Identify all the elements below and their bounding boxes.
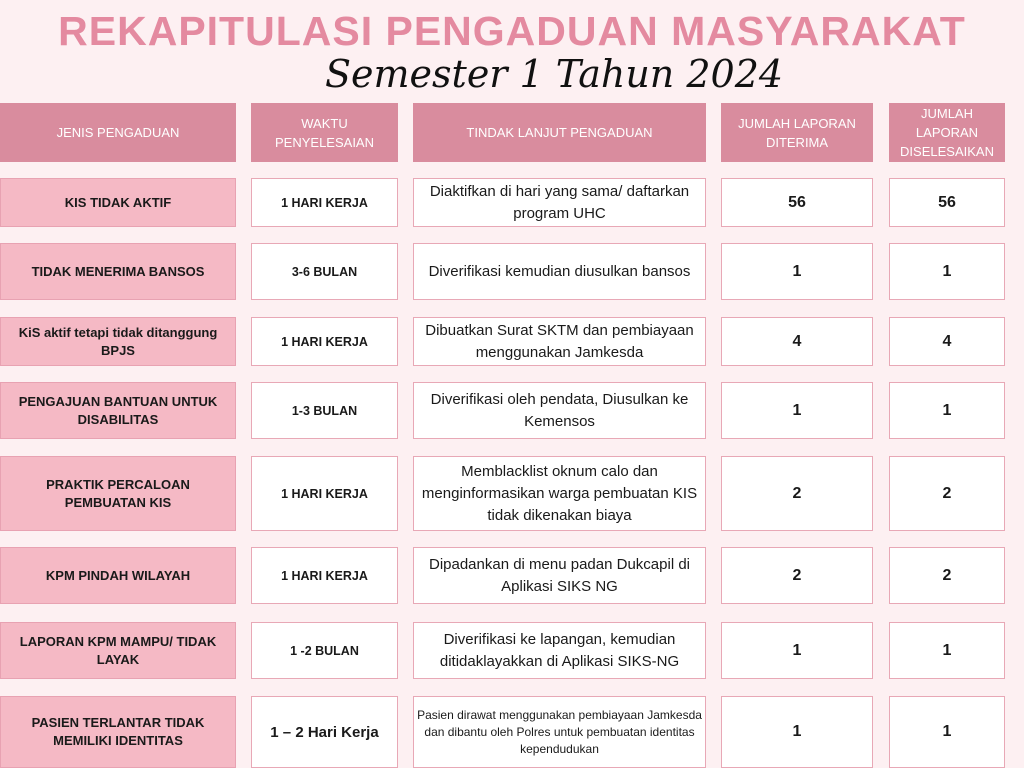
row-jumlah-diselesaikan: 1 <box>889 382 1005 439</box>
page-title: REKAPITULASI PENGADUAN MASYARAKAT <box>58 8 966 54</box>
row-jumlah-diterima: 1 <box>721 243 873 300</box>
row-jenis-pengaduan: PRAKTIK PERCALOAN PEMBUATAN KIS <box>0 456 236 531</box>
row-jumlah-diterima: 1 <box>721 622 873 679</box>
row-tindak-lanjut: Diaktifkan di hari yang sama/ daftarkan program UHC <box>413 178 706 227</box>
row-jumlah-diterima: 1 <box>721 696 873 768</box>
row-jenis-pengaduan: KIS TIDAK AKTIF <box>0 178 236 227</box>
header-jenis-pengaduan: JENIS PENGADUAN <box>0 103 236 162</box>
row-jenis-pengaduan: KPM PINDAH WILAYAH <box>0 547 236 604</box>
row-tindak-lanjut: Memblacklist oknum calo dan menginformasikan warga pembuatan KIS tidak dikenakan biaya <box>413 456 706 531</box>
header-waktu-penyelesaian: WAKTU PENYELESAIAN <box>251 103 398 162</box>
header-jumlah-diselesaikan: JUMLAH LAPORAN DISELESAIKAN <box>889 103 1005 162</box>
row-jenis-pengaduan: TIDAK MENERIMA BANSOS <box>0 243 236 300</box>
row-jenis-pengaduan: PENGAJUAN BANTUAN UNTUK DISABILITAS <box>0 382 236 439</box>
row-tindak-lanjut: Diverifikasi ke lapangan, kemudian ditidaklayakkan di Aplikasi SIKS-NG <box>413 622 706 679</box>
row-waktu-penyelesaian: 1-3 BULAN <box>251 382 398 439</box>
header-tindak-lanjut: TINDAK LANJUT PENGADUAN <box>413 103 706 162</box>
row-waktu-penyelesaian: 1 HARI KERJA <box>251 547 398 604</box>
row-jumlah-diselesaikan: 56 <box>889 178 1005 227</box>
row-tindak-lanjut: Pasien dirawat menggunakan pembiayaan Jamkesda dan dibantu oleh Polres untuk pembuatan identitas kependudukan <box>413 696 706 768</box>
row-jenis-pengaduan: KiS aktif tetapi tidak ditanggung BPJS <box>0 317 236 366</box>
row-jenis-pengaduan: LAPORAN KPM MAMPU/ TIDAK LAYAK <box>0 622 236 679</box>
row-tindak-lanjut: Diverifikasi kemudian diusulkan bansos <box>413 243 706 300</box>
row-waktu-penyelesaian: 1 HARI KERJA <box>251 456 398 531</box>
row-jumlah-diterima: 56 <box>721 178 873 227</box>
row-waktu-penyelesaian: 3-6 BULAN <box>251 243 398 300</box>
row-waktu-penyelesaian: 1 -2 BULAN <box>251 622 398 679</box>
row-jenis-pengaduan: PASIEN TERLANTAR TIDAK MEMILIKI IDENTITAS <box>0 696 236 768</box>
row-jumlah-diselesaikan: 2 <box>889 547 1005 604</box>
row-jumlah-diselesaikan: 2 <box>889 456 1005 531</box>
row-jumlah-diselesaikan: 1 <box>889 243 1005 300</box>
row-jumlah-diterima: 4 <box>721 317 873 366</box>
row-jumlah-diselesaikan: 1 <box>889 696 1005 768</box>
row-jumlah-diterima: 2 <box>721 456 873 531</box>
page-subtitle: Semester 1 Tahun 2024 <box>325 52 784 96</box>
row-waktu-penyelesaian: 1 HARI KERJA <box>251 178 398 227</box>
row-waktu-penyelesaian: 1 – 2 Hari Kerja <box>251 696 398 768</box>
row-tindak-lanjut: Dibuatkan Surat SKTM dan pembiayaan menggunakan Jamkesda <box>413 317 706 366</box>
row-tindak-lanjut: Diverifikasi oleh pendata, Diusulkan ke Kemensos <box>413 382 706 439</box>
header-jumlah-diterima: JUMLAH LAPORAN DITERIMA <box>721 103 873 162</box>
row-jumlah-diterima: 1 <box>721 382 873 439</box>
row-jumlah-diselesaikan: 4 <box>889 317 1005 366</box>
row-tindak-lanjut: Dipadankan di menu padan Dukcapil di Aplikasi SIKS NG <box>413 547 706 604</box>
row-jumlah-diselesaikan: 1 <box>889 622 1005 679</box>
row-jumlah-diterima: 2 <box>721 547 873 604</box>
row-waktu-penyelesaian: 1 HARI KERJA <box>251 317 398 366</box>
